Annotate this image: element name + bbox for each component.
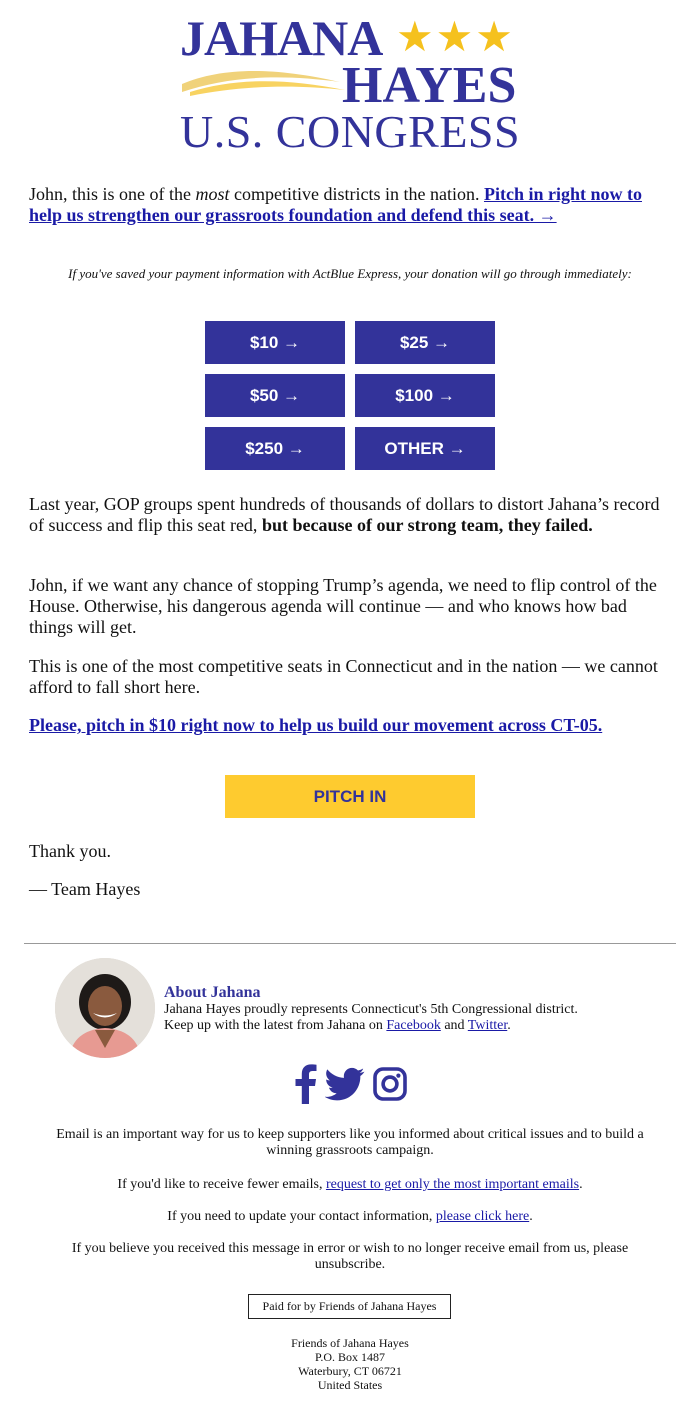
update-info-text: If you need to update your contact information, bbox=[167, 1209, 436, 1224]
fewer-emails-link[interactable]: request to get only the most important emails bbox=[325, 1177, 580, 1192]
donate-250-button[interactable]: $250 → bbox=[205, 427, 345, 470]
fewer-emails-end: . bbox=[579, 1177, 583, 1192]
intro-text-2: competitive districts in the nation. bbox=[229, 184, 484, 204]
facebook-link[interactable]: Facebook bbox=[386, 1018, 441, 1033]
footer-update-info bbox=[50, 1209, 650, 1225]
body-paragraph-3: This is one of the most competitive seats in Connecticut and in the nation — we cannot afford to fall short here. bbox=[29, 656, 658, 697]
portrait-image bbox=[55, 958, 155, 1058]
donate-25-button[interactable]: $25 → bbox=[355, 321, 495, 364]
cta-donate-link[interactable]: Please, pitch in $10 right now to help us build our movement across CT-05. bbox=[29, 715, 603, 735]
logo-stars: ★★★ bbox=[396, 12, 515, 61]
address-line: United States bbox=[317, 1378, 383, 1392]
intro-text: John, this is one of the bbox=[29, 184, 196, 204]
body-paragraph-2: John, if we want any chance of stopping Trump’s agenda, we need to flip control of the House. Otherwise, his dangerous agenda will continue — and who knows how bad things will get. bbox=[29, 575, 657, 637]
about-line-2-text: Keep up with the latest from Jahana on bbox=[164, 1018, 387, 1033]
about-title: About Jahana bbox=[164, 984, 261, 1001]
fewer-emails-text: If you'd like to receive fewer emails, bbox=[117, 1177, 326, 1192]
signoff: — Team Hayes bbox=[29, 879, 141, 899]
logo-first-name: JAHANA bbox=[180, 10, 383, 66]
address-line: Friends of Jahana Hayes bbox=[291, 1336, 409, 1350]
address-line: P.O. Box 1487 bbox=[314, 1350, 385, 1364]
twitter-icon[interactable] bbox=[325, 1064, 365, 1104]
update-info-link[interactable]: please click here bbox=[435, 1209, 530, 1224]
intro-paragraph bbox=[29, 184, 671, 226]
footer-email-note: Email is an important way for us to keep supporters like you informed about critical issues and to build a winning grassroots campaign. bbox=[56, 1127, 644, 1158]
pitch-in-button[interactable]: PITCH IN bbox=[225, 775, 475, 818]
about-line-2 bbox=[164, 1018, 644, 1034]
campaign-logo bbox=[0, 0, 700, 168]
avatar bbox=[55, 958, 155, 1058]
about-line-1: Jahana Hayes proudly represents Connecticut's 5th Congressional district. bbox=[164, 1002, 578, 1017]
logo-last-name: HAYES bbox=[342, 57, 517, 114]
footer-unsubscribe-note: If you believe you received this message in error or wish to no longer receive email from us, please unsubscribe. bbox=[71, 1241, 629, 1272]
donate-other-button[interactable]: OTHER → bbox=[355, 427, 495, 470]
p1-text: Last year, GOP groups spent hundreds of thousands of dollars to distort Jahana’s record of success and flip this seat red, bbox=[29, 494, 660, 535]
logo-swoosh-icon bbox=[180, 62, 350, 98]
divider bbox=[24, 943, 676, 944]
thank-you: Thank you. bbox=[29, 841, 111, 861]
cta-paragraph bbox=[29, 715, 671, 736]
about-and: and bbox=[440, 1018, 468, 1033]
footer-fewer-emails bbox=[50, 1177, 650, 1193]
facebook-icon[interactable] bbox=[292, 1064, 318, 1104]
update-info-end: . bbox=[529, 1209, 533, 1224]
donate-50-button[interactable]: $50 → bbox=[205, 374, 345, 417]
instagram-icon[interactable] bbox=[372, 1064, 408, 1104]
donate-100-button[interactable]: $100 → bbox=[355, 374, 495, 417]
intro-donate-link[interactable]: Pitch in right now to help us strengthen our grassroots foundation and defend this seat. → bbox=[29, 184, 642, 225]
body-paragraph-1 bbox=[29, 494, 671, 536]
about-period: . bbox=[507, 1018, 511, 1033]
actblue-express-note: If you've saved your payment information with ActBlue Express, your donation will go through immediately: bbox=[68, 266, 632, 281]
address-line: Waterbury, CT 06721 bbox=[298, 1364, 402, 1378]
intro-emphasis: most bbox=[195, 184, 230, 204]
about-text bbox=[164, 1002, 644, 1034]
donate-10-button[interactable]: $10 → bbox=[205, 321, 345, 364]
twitter-link[interactable]: Twitter bbox=[467, 1018, 508, 1033]
logo-office: U.S. CONGRESS bbox=[180, 106, 521, 157]
mailing-address bbox=[200, 1336, 500, 1392]
p1-bold: but because of our strong team, they failed. bbox=[261, 515, 593, 535]
paid-for-disclaimer: Paid for by Friends of Jahana Hayes bbox=[248, 1294, 451, 1319]
